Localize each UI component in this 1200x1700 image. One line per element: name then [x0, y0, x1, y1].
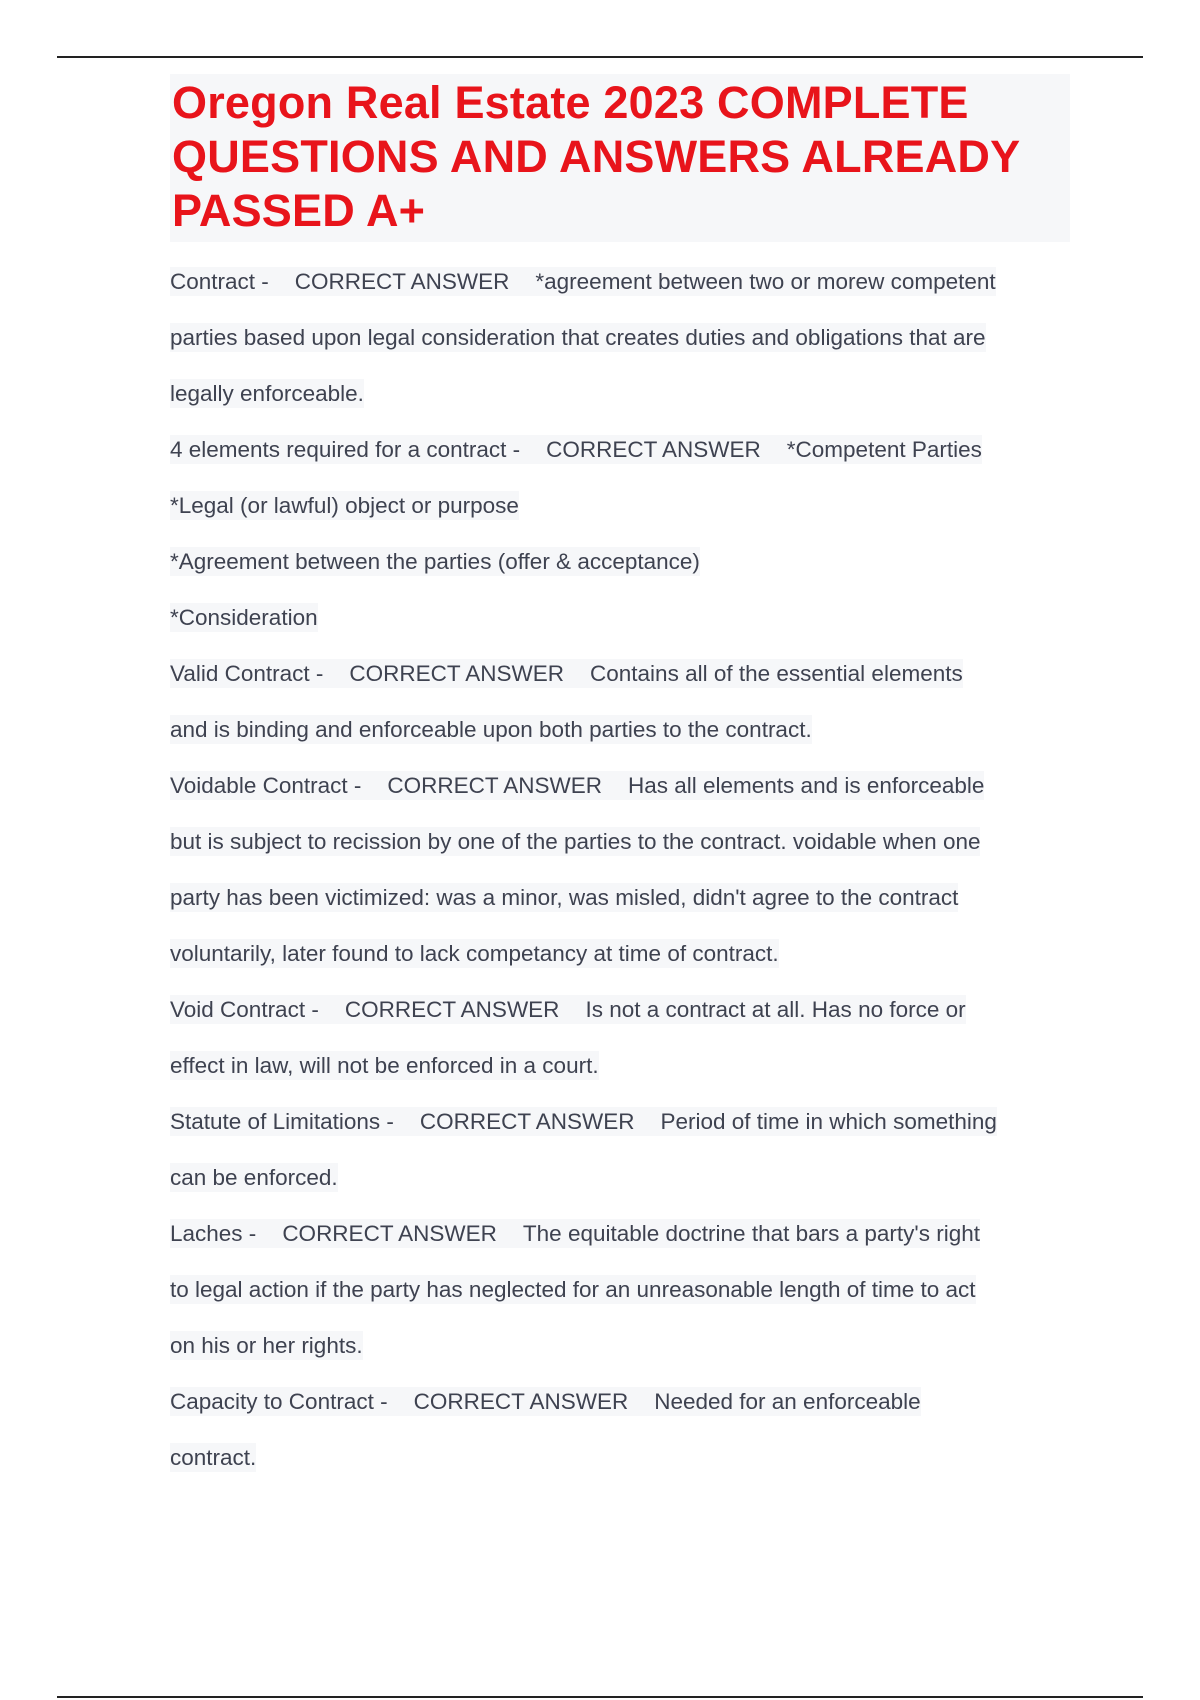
qa-entry: [170, 1094, 1070, 1206]
qa-answer-line: to legal action if the party has neglected for an unreasonable length of time to act: [170, 1277, 976, 1302]
qa-answer-line: effect in law, will not be enforced in a court.: [170, 1053, 599, 1078]
qa-answer: Needed for an enforceable: [654, 1389, 921, 1414]
qa-first-line: [170, 758, 1070, 814]
qa-first-line: [170, 1374, 1070, 1430]
qa-entry: [170, 422, 1070, 646]
qa-answer-line: on his or her rights.: [170, 1333, 363, 1358]
title-block: [170, 74, 1070, 242]
qa-answer: *Competent Parties: [786, 437, 982, 462]
qa-answer-line: *Consideration: [170, 605, 318, 630]
qa-first-line: [170, 422, 1070, 478]
qa-answer-line: can be enforced.: [170, 1165, 338, 1190]
document-title: Oregon Real Estate 2023 COMPLETE QUESTIONS AND ANSWERS ALREADY PASSED A+: [172, 77, 1020, 236]
qa-entry: [170, 758, 1070, 982]
bottom-rule: [57, 1696, 1143, 1698]
qa-term: Voidable Contract -: [170, 773, 362, 798]
qa-term: Laches -: [170, 1221, 257, 1246]
qa-answer: Period of time in which something: [660, 1109, 997, 1134]
qa-entry: [170, 1206, 1070, 1374]
qa-list: [170, 254, 1070, 1486]
document-page: [170, 74, 1070, 1486]
correct-answer-label: CORRECT ANSWER: [413, 1389, 629, 1414]
qa-term: Statute of Limitations -: [170, 1109, 394, 1134]
qa-answer-line: *Agreement between the parties (offer & acceptance): [170, 549, 700, 574]
correct-answer-label: CORRECT ANSWER: [344, 997, 560, 1022]
qa-first-line: [170, 1206, 1070, 1262]
qa-answer-line: legally enforceable.: [170, 381, 364, 406]
qa-first-line: [170, 1094, 1070, 1150]
qa-answer: Is not a contract at all. Has no force or: [585, 997, 966, 1022]
qa-answer: *agreement between two or morew competent: [535, 269, 996, 294]
qa-answer-line: party has been victimized: was a minor, was misled, didn't agree to the contract: [170, 885, 959, 910]
qa-term: Valid Contract -: [170, 661, 324, 686]
qa-answer-line: *Legal (or lawful) object or purpose: [170, 493, 519, 518]
correct-answer-label: CORRECT ANSWER: [349, 661, 565, 686]
qa-entry: [170, 982, 1070, 1094]
qa-first-line: [170, 982, 1070, 1038]
qa-entry: [170, 254, 1070, 422]
qa-answer: The equitable doctrine that bars a party's right: [522, 1221, 980, 1246]
qa-entry: [170, 646, 1070, 758]
correct-answer-label: CORRECT ANSWER: [546, 437, 761, 462]
qa-entry: [170, 1374, 1070, 1486]
qa-term: Capacity to Contract -: [170, 1389, 388, 1414]
qa-answer-line: voluntarily, later found to lack competancy at time of contract.: [170, 941, 779, 966]
correct-answer-label: CORRECT ANSWER: [294, 269, 510, 294]
qa-answer: Has all elements and is enforceable: [627, 773, 985, 798]
qa-answer-line: contract.: [170, 1445, 257, 1470]
correct-answer-label: CORRECT ANSWER: [282, 1221, 497, 1246]
qa-term: 4 elements required for a contract -: [170, 437, 521, 462]
qa-term: Void Contract -: [170, 997, 319, 1022]
qa-answer-line: parties based upon legal consideration that creates duties and obligations that are: [170, 325, 986, 350]
qa-answer: Contains all of the essential elements: [590, 661, 963, 686]
qa-term: Contract -: [170, 269, 269, 294]
qa-first-line: [170, 646, 1070, 702]
qa-answer-line: and is binding and enforceable upon both parties to the contract.: [170, 717, 812, 742]
top-rule: [57, 56, 1143, 58]
correct-answer-label: CORRECT ANSWER: [387, 773, 602, 798]
correct-answer-label: CORRECT ANSWER: [419, 1109, 635, 1134]
qa-first-line: [170, 254, 1070, 310]
qa-answer-line: but is subject to recission by one of the parties to the contract. voidable when one: [170, 829, 981, 854]
